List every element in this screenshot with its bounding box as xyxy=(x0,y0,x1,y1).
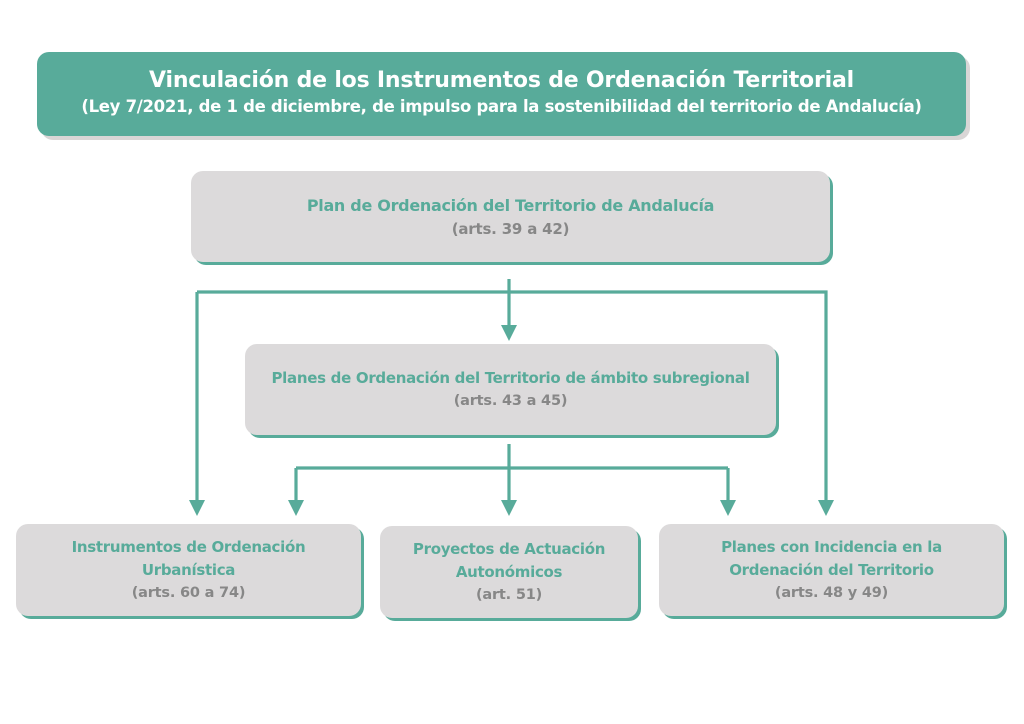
node-name-line-1: Proyectos de Actuación xyxy=(412,539,606,558)
node-planes-ordenacion-subregional xyxy=(245,344,776,435)
diagram-title: Vinculación de los Instrumentos de Ordenación Territorial xyxy=(149,68,854,93)
node-articles: (arts. 60 a 74) xyxy=(131,584,246,601)
node-instrumentos-ordenacion-urbanistica xyxy=(16,524,361,616)
diagram-header xyxy=(37,52,966,136)
node-name: Planes de Ordenación del Territorio de ámbito subregional xyxy=(271,368,750,387)
node-name-line-2: Ordenación del Territorio xyxy=(729,560,934,579)
arrowhead-icon xyxy=(501,500,517,516)
node-plan-ordenacion-territorio-andalucia xyxy=(191,171,830,262)
node-name-line-2: Autonómicos xyxy=(455,562,563,581)
diagram-subtitle: (Ley 7/2021, de 1 de diciembre, de impulso para la sostenibilidad del territorio de Andalucía) xyxy=(81,97,922,116)
arrowhead-icon xyxy=(288,500,304,516)
node-articles: (arts. 39 a 42) xyxy=(451,219,570,238)
node-planes-incidencia-ordenacion xyxy=(659,524,1004,616)
node-name-line-2: Urbanística xyxy=(141,560,236,579)
node-articles: (arts. 43 a 45) xyxy=(453,392,568,409)
node-articles: (art. 51) xyxy=(475,586,543,603)
edge-subregional-branch xyxy=(296,468,728,502)
node-articles: (arts. 48 y 49) xyxy=(774,584,889,601)
node-name-line-1: Instrumentos de Ordenación xyxy=(71,537,306,556)
node-name-line-1: Planes con Incidencia en la xyxy=(721,537,942,556)
node-name: Plan de Ordenación del Territorio de Andalucía xyxy=(306,195,715,215)
arrowhead-icon xyxy=(501,325,517,341)
arrowhead-icon xyxy=(720,500,736,516)
node-proyectos-actuacion-autonomicos xyxy=(380,526,638,618)
arrowhead-icon xyxy=(189,500,205,516)
arrowhead-icon xyxy=(818,500,834,516)
